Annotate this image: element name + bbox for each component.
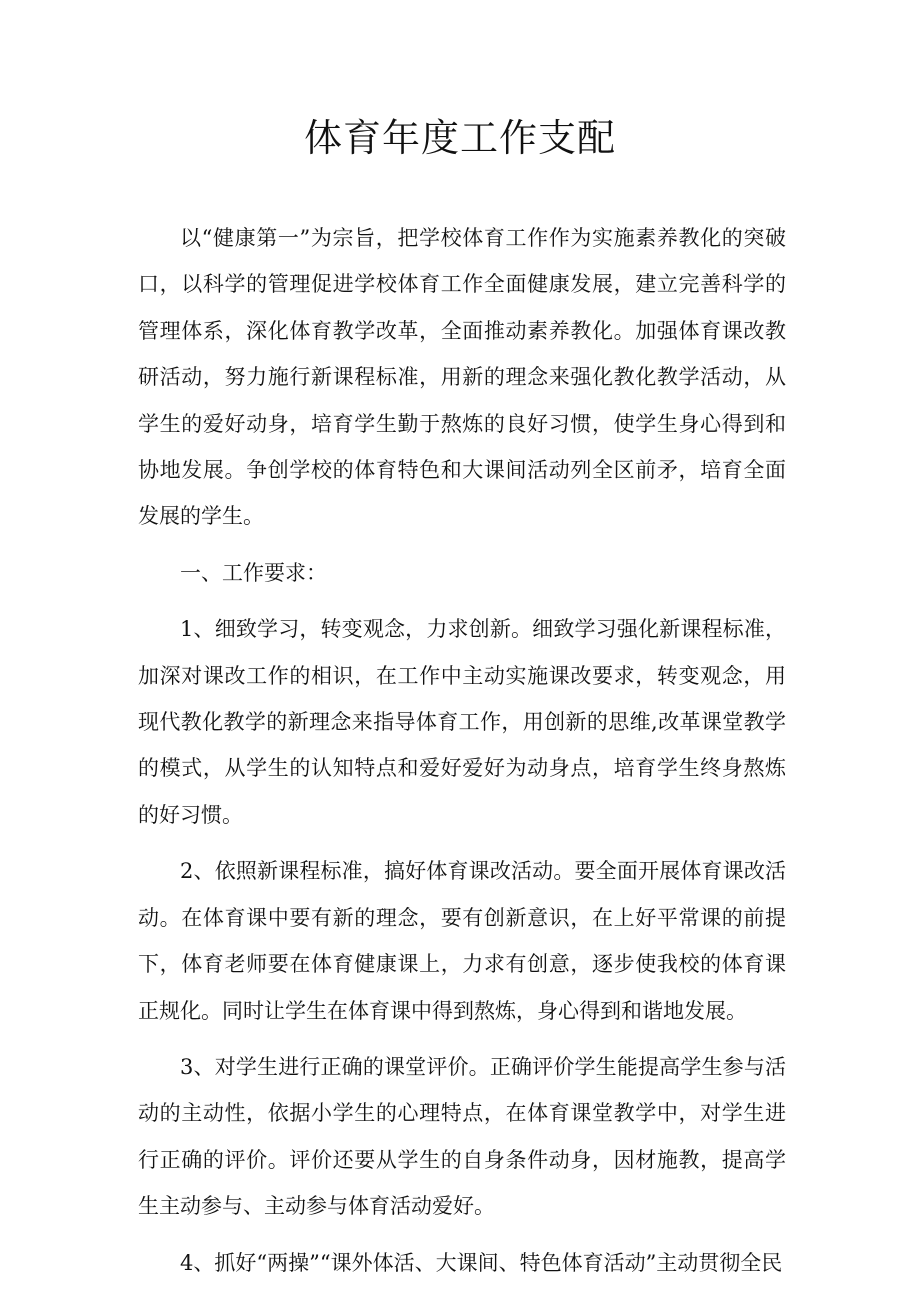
requirement-item-2: 2、依照新课程标准，搞好体育课改活动。要全面开展体育课改活动。在体育课中要有新的理念，要有创新意识，在上好平常课的前提下，体育老师要在体育健康课上，力求有创意，逐步使我校的体育课正规化。同时让学生在体育课中得到熬炼，身心得到和谐地发展。 [138, 859, 786, 1023]
document-title: 体育年度工作支配 [303, 116, 616, 160]
requirement-item-4: 4、抓好“两操”“课外体活、大课间、特色体育活动”主动贯彻全民 [180, 1250, 783, 1275]
document-body [138, 215, 786, 1286]
requirement-item-1: 1、细致学习，转变观念，力求创新。细致学习强化新课程标准，加深对课改工作的相识，在工作中主动实施课改要求，转变观念，用现代教化教学的新理念来指导体育工作，用创新的思维,改革课堂教学的模式，从学生的认知特点和爱好爱好为动身点，培育学生终身熬炼的好习惯。 [138, 617, 786, 827]
section-heading: 一、工作要求： [180, 560, 327, 585]
requirement-item-3: 3、对学生进行正确的课堂评价。正确评价学生能提高学生参与活动的主动性，依据小学生的心理特点，在体育课堂教学中，对学生进行正确的评价。评价还要从学生的自身条件动身，因材施教，提高学生主动参与、主动参与体育活动爱好。 [138, 1054, 786, 1219]
intro-paragraph: 以“健康第一”为宗旨，把学校体育工作作为实施素养教化的突破口，以科学的管理促进学校体育工作全面健康发展，建立完善科学的管理体系，深化体育教学改革，全面推动素养教化。加强体育课改教研活动，努力施行新课程标准，用新的理念来强化教化教学活动，从学生的爱好动身，培育学生勤于熬炼的良好习惯，使学生身心得到和协地发展。争创学校的体育特色和大课间活动列全区前矛，培育全面发展的学生。 [138, 226, 786, 529]
